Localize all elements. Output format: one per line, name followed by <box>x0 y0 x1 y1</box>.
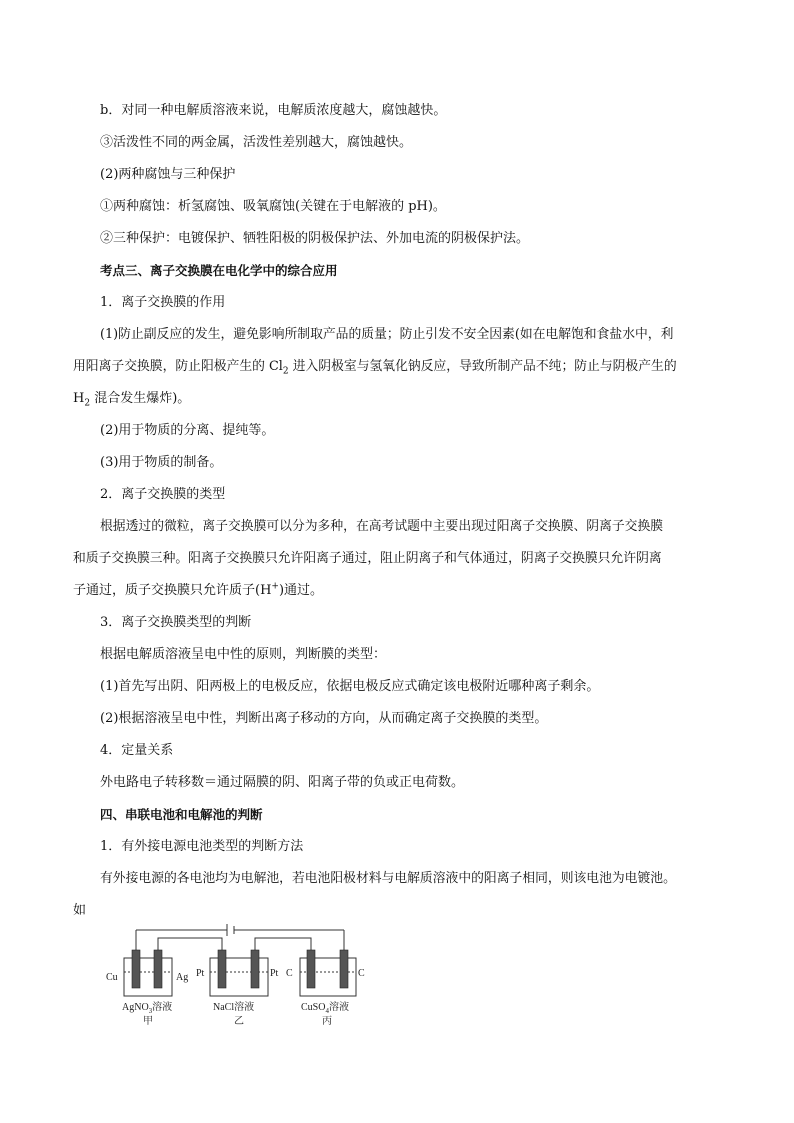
text-line: ①两种腐蚀：析氢腐蚀、吸氧腐蚀(关键在于电解液的 pH)。 <box>100 199 446 214</box>
electrode-label: Cu <box>106 972 118 983</box>
electrode <box>251 950 259 988</box>
text-line: 外电路电子转移数＝通过隔膜的阴、阳离子带的负或正电荷数。 <box>100 775 465 790</box>
text-line: 如 <box>73 903 87 918</box>
text-line: (2)用于物质的分离、提纯等。 <box>100 423 275 438</box>
beaker-jia <box>124 958 172 996</box>
wire <box>158 938 222 950</box>
text-line: $H_2$ 混合发生爆炸)。 <box>73 391 191 409</box>
text-line: 3．离子交换膜类型的判断 <box>100 615 252 630</box>
solution-label: AgNO$_3$溶液 <box>122 1002 173 1015</box>
wire <box>255 938 311 950</box>
electrode-label: Ag <box>176 972 189 983</box>
electrode <box>154 950 162 988</box>
text-line: ③活泼性不同的两金属，活泼性差别越大，腐蚀越快。 <box>100 135 413 150</box>
section-heading: 考点三、离子交换膜在电化学中的综合应用 <box>100 263 338 278</box>
text-line: 用阳离子交换膜，防止阳极产生的 $Cl_2$ 进入阴极室与氢氧化钠反应，导致所制产品不纯；防止与阴极产生的 <box>73 359 677 377</box>
electrode-label: C <box>358 968 365 979</box>
text-line: 有外接电源的各电池均为电解池，若电池阳极材料与电解质溶液中的阳离子相同，则该电池为电镀池。 <box>100 871 676 886</box>
text-line: b．对同一种电解质溶液来说，电解质浓度越大，腐蚀越快。 <box>100 103 447 118</box>
text-line: 根据透过的微粒，离子交换膜可以分为多种，在高考试题中主要出现过阳离子交换膜、阴离子交换膜 <box>100 519 664 534</box>
text-line: 根据电解质溶液呈电中性的原则，判断膜的类型： <box>100 647 387 662</box>
text-line: 1．有外接电源电池类型的判断方法 <box>100 839 304 854</box>
electrode <box>218 950 226 988</box>
electrode <box>340 950 348 988</box>
text-line: 2．离子交换膜的类型 <box>100 487 226 502</box>
text-line: 子通过，质子交换膜只允许质子(H+)通过。 <box>73 581 324 598</box>
cell-name: 甲 <box>143 1016 153 1027</box>
section-heading: 四、串联电池和电解池的判断 <box>100 807 263 822</box>
electrode <box>132 950 140 988</box>
text-line: (2)根据溶液呈电中性，判断出离子移动的方向，从而确定离子交换膜的类型。 <box>100 711 548 726</box>
electrolysis-diagram <box>100 922 370 1027</box>
text-line: 和质子交换膜三种。阳离子交换膜只允许阳离子通过，阻止阴离子和气体通过，阴离子交换膜只允许阴离 <box>73 551 662 566</box>
solution-label: NaCl溶液 <box>213 1002 255 1013</box>
solution-label: CuSO$_4$溶液 <box>301 1002 349 1015</box>
electrode-label: Pt <box>196 968 205 979</box>
text-line: (1)防止副反应的发生，避免影响所制取产品的质量；防止引发不安全因素(如在电解饱和食盐水中，利 <box>100 327 674 342</box>
electrode <box>307 950 315 988</box>
text-line: (1)首先写出阴、阳两极上的电极反应，依据电极反应式确定该电极附近哪种离子剩余。 <box>100 679 600 694</box>
cell-name: 丙 <box>322 1016 332 1027</box>
electrode-label: Pt <box>270 968 279 979</box>
cell-name: 乙 <box>234 1016 244 1027</box>
text-line: (2)两种腐蚀与三种保护 <box>100 167 236 182</box>
text-line: ②三种保护：电镀保护、牺牲阳极的阴极保护法、外加电流的阴极保护法。 <box>100 231 530 246</box>
text-line: 1．离子交换膜的作用 <box>100 295 226 310</box>
electrode-label: C <box>286 968 293 979</box>
text-line: (3)用于物质的制备。 <box>100 455 223 470</box>
text-line: 4．定量关系 <box>100 743 174 758</box>
